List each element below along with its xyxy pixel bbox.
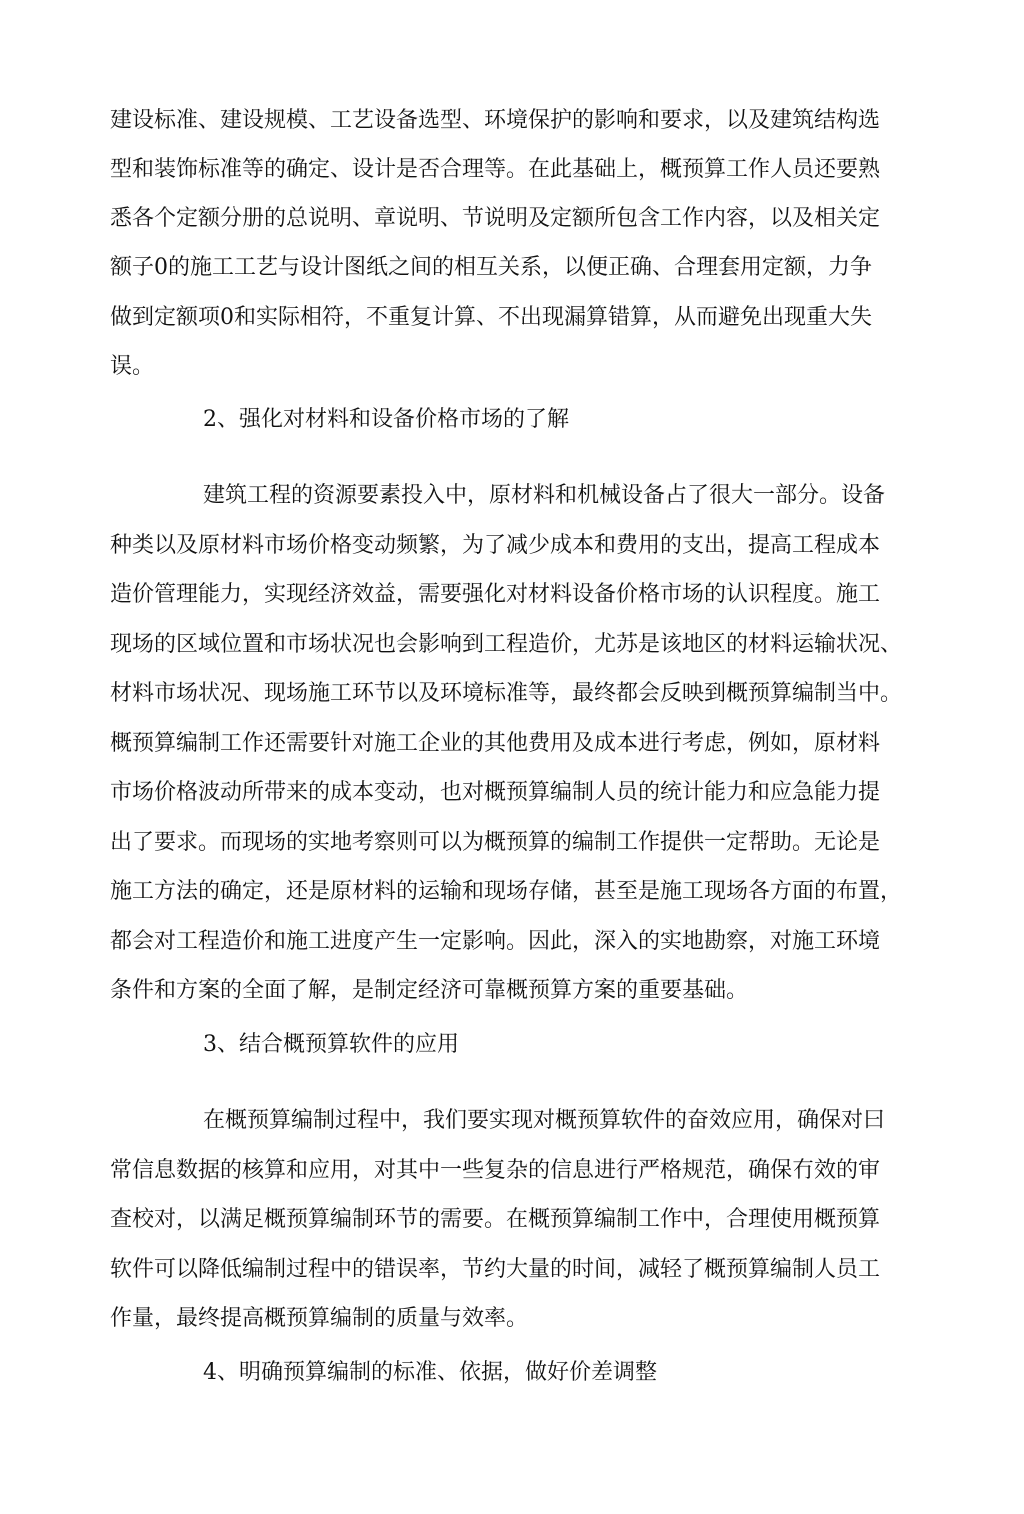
paragraph-line: 材料市场状况、现场施工环节以及环境标准等，最终都会反映到概预算编制当中。 [110, 681, 903, 706]
paragraph-line: 软件可以降低编制过程中的错误率，节约大量的时间，减轻了概预算编制人员工 [110, 1257, 881, 1282]
paragraph-line: 建设标准、建设规模、工艺设备选型、环境保护的影响和要求，以及建筑结构选 [110, 108, 881, 133]
paragraph-line: 作量，最终提高概预算编制的质量与效率。 [110, 1306, 529, 1331]
paragraph-line: 市场价格波动所带来的成本变动，也对概预算编制人员的统计能力和应急能力提 [110, 780, 881, 805]
paragraph-line: 概预算编制工作还需要针对施工企业的其他费用及成本进行考虑，例如，原材料 [110, 731, 881, 756]
paragraph-line: 做到定额项0和实际相符，不重复计算、不出现漏算错算，从而避免出现重大失 [110, 305, 872, 330]
paragraph-line: 现场的区域位置和市场状况也会影响到工程造价，尤苏是该地区的材料运输状况、 [110, 632, 903, 657]
paragraph-line: 常信息数据的核算和应用，对其中一些复杂的信息进行严格规范，确保冇效的审 [110, 1158, 881, 1183]
paragraph-line: 出了要求。而现场的实地考察则可以为概预算的编制工作提供一定帮助。无论是 [110, 830, 881, 855]
paragraph-line: 建筑工程的资源要素投入中，原材料和机械设备占了很大一部分。设备 [203, 483, 886, 508]
paragraph-line: 都会对工程造价和施工进度产生一定影响。因此，深入的实地勘察，对施工环境 [110, 929, 881, 954]
paragraph-line: 在概预算编制过程中，我们要实现对概预算软件的奋效应用，确保对曰 [203, 1108, 886, 1133]
paragraph-line: 误。 [110, 354, 155, 379]
paragraph-line: 悉各个定额分册的总说明、章说明、节说明及定额所包含工作内容，以及相关定 [110, 206, 881, 231]
section-heading-4: 4、明确预算编制的标准、依据，做好价差调整 [203, 1360, 657, 1385]
section-heading-3: 3、结合概预算软件的应用 [203, 1032, 459, 1057]
paragraph-line: 条件和方案的全面了解，是制定经济可靠概预算方案的重要基础。 [110, 978, 749, 1003]
paragraph-line: 种类以及原材料市场价格变动频繁，为了减少成本和费用的支出，提高工程成本 [110, 533, 881, 558]
paragraph-line: 施工方法的确定，还是原材料的运输和现场存储，甚至是施工现场各方面的布置， [110, 879, 903, 904]
paragraph-line: 额子0的施工工艺与设计图纸之间的相互关系，以便正确、合理套用定额，力争 [110, 255, 872, 280]
paragraph-line: 查校对，以满足概预算编制环节的需要。在概预算编制工作中，合理使用概预算 [110, 1207, 881, 1232]
paragraph-line: 型和装饰标准等的确定、设计是否合理等。在此基础上，概预算工作人员还要熟 [110, 157, 881, 182]
paragraph-line: 造价管理能力，实现经济效益，需要强化对材料设备价格市场的认识程度。施工 [110, 582, 881, 607]
section-heading-2: 2、强化对材料和设备价格市场的了解 [203, 407, 569, 432]
